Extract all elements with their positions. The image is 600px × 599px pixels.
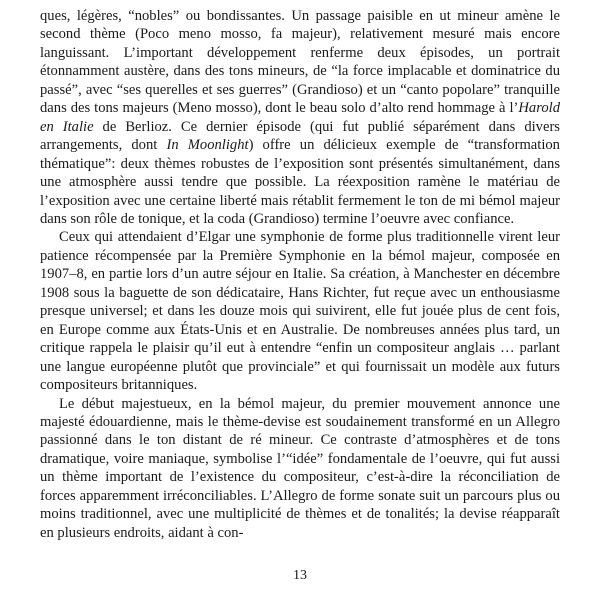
work-title-harold-en-italie: Harold en Italie: [40, 100, 560, 135]
paragraph-2: [40, 228, 560, 394]
text-run: ques, légères, “nobles” ou bondissantes. Un passage paisible en ut mineur amène le second thème (Poco meno mosso, fa majeur), relativement mesuré mais encore languissant. L’important développement renferme deux épisodes, un portrait étonnamment austère, dans des tons mineurs, de “la force implacable et dominatrice du passé”, avec “ses querelles et ses guerres” (Grandioso) et un “canto popolare” tranquille dans des tons majeurs (Meno mosso), dont le beau solo d’alto rend hommage à l’: [40, 8, 560, 117]
work-title-in-moonlight: In Moonlight: [166, 137, 249, 154]
page-number: 13: [293, 568, 307, 583]
text-run: Le début majestueux, en la bémol majeur, du premier mouvement annonce une majesté édouardienne, mais le thème-devise est soudainement transformé en un Allegro passionné dans le ton distant de ré mineur. Ce contraste d’atmosphères et de tons dramatique, voire maniaque, symbolise l’“idée” fondamentale de l’oeuvre, qui fut aussi un thème important de l’existence du compositeur, c’est-à-dire la réconciliation de forces apparemment irréconciliables. L’Allegro de forme sonate suit un parcours plus ou moins traditionnel, avec une multiplicité de thèmes et de tonalités; la devise réapparaît en plusieurs endroits, aidant à con-: [40, 395, 560, 541]
paragraph-1: [40, 7, 560, 228]
paragraph-3: [40, 395, 560, 543]
document-body: [40, 7, 560, 542]
text-run: ) offre un délicieux exemple de “transformation thématique”: deux thèmes robustes de l’exposition sont présentés simultanément, dans une atmosphère aussi tendre que possible. La réexposition ramène le matériau de l’exposition avec une certaine liberté mais rétablit fermement le ton de mi bémol majeur dans son rôle de tonique, et la coda (Grandioso) termine l’oeuvre avec confiance.: [40, 137, 560, 227]
text-run: de Berlioz. Ce dernier épisode (qui fut publié séparément dans divers arrangements, dont: [40, 118, 560, 154]
text-run: Ceux qui attendaient d’Elgar une symphonie de forme plus traditionnelle virent leur patience récompensée par la Première Symphonie en la bémol majeur, composée en 1907–8, en partie lors d’un autre séjour en Italie. Sa création, à Manchester en décembre 1908 sous la baguette de son dédicataire, Hans Richter, fut reçue avec un enthousiasme presque universel; et dans les douze mois qui suivirent, elle fut jouée plus de cent fois, en Europe comme aux États-Unis et en Australie. De nombreuses années plus tard, un critique rappela le plaisir qu’il eut à entendre “enfin un compositeur anglais … parlant une langue européenne plutôt que provinciale” et qui fournissait un modèle aux futurs compositeurs britanniques.: [40, 229, 560, 394]
